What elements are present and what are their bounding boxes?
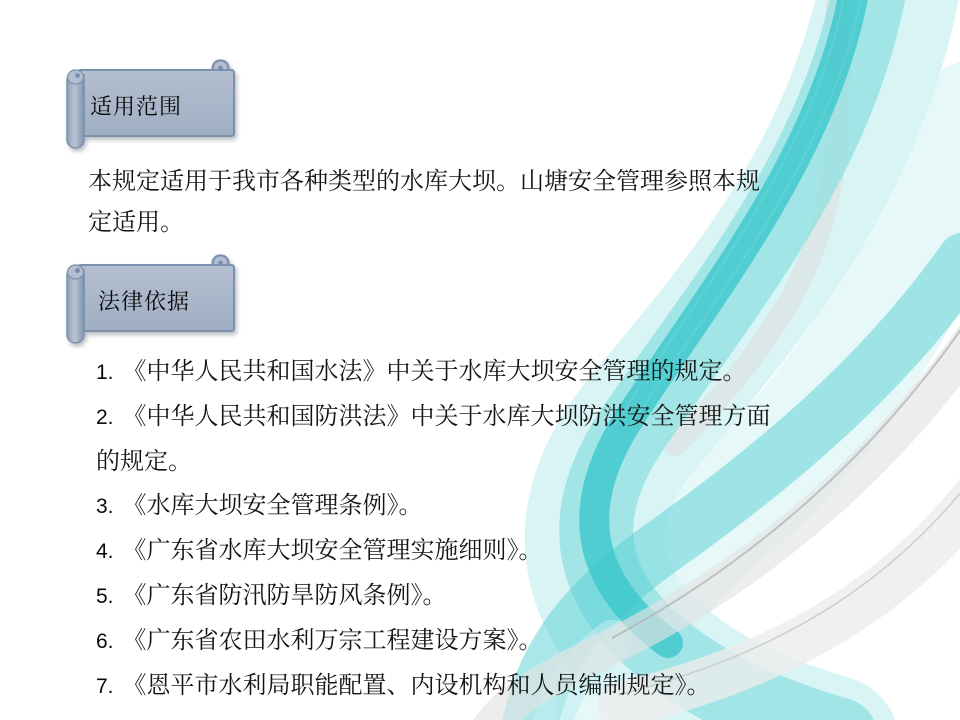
list-item-number: 5.: [96, 585, 114, 608]
list-item-number: 2.: [96, 406, 114, 429]
list-item: [96, 529, 780, 574]
list-item-text: 《广东省防汛防旱防风条例》。: [122, 583, 447, 609]
list-item: [96, 484, 780, 529]
section-title-scope: 适用范围: [90, 94, 183, 119]
list-item-number: 3.: [96, 495, 114, 518]
legal-basis-list: [96, 350, 780, 709]
list-item-text: 《恩平市水利局职能配置、内设机构和人员编制规定》。: [122, 673, 711, 699]
list-item-number: 1.: [96, 361, 114, 384]
section-banner-legal: [64, 253, 242, 351]
list-item-text: 《中华人民共和国水法》中关于水库大坝安全管理的规定。: [122, 359, 747, 385]
scope-paragraph: 本规定适用于我市各种类型的水库大坝。山塘安全管理参照本规定适用。: [88, 169, 760, 236]
list-item-text: 《中华人民共和国防洪法》中关于水库大坝防洪安全管理方面的规定。: [96, 404, 771, 475]
section-banner-scope: [64, 58, 242, 156]
list-item-number: 6.: [96, 630, 114, 653]
list-item: [96, 350, 780, 395]
section-title-legal: 法律依据: [98, 289, 191, 314]
list-item-number: 7.: [96, 675, 114, 698]
list-item-text: 《广东省水库大坝安全管理实施细则》。: [122, 538, 543, 564]
list-item-text: 《水库大坝安全管理条例》。: [122, 493, 423, 519]
list-item: [96, 395, 780, 484]
list-item: [96, 619, 780, 664]
list-item: [96, 664, 780, 709]
list-item-text: 《广东省农田水利万宗工程建设方案》。: [122, 628, 543, 654]
list-item-number: 4.: [96, 540, 114, 563]
list-item: [96, 574, 780, 619]
